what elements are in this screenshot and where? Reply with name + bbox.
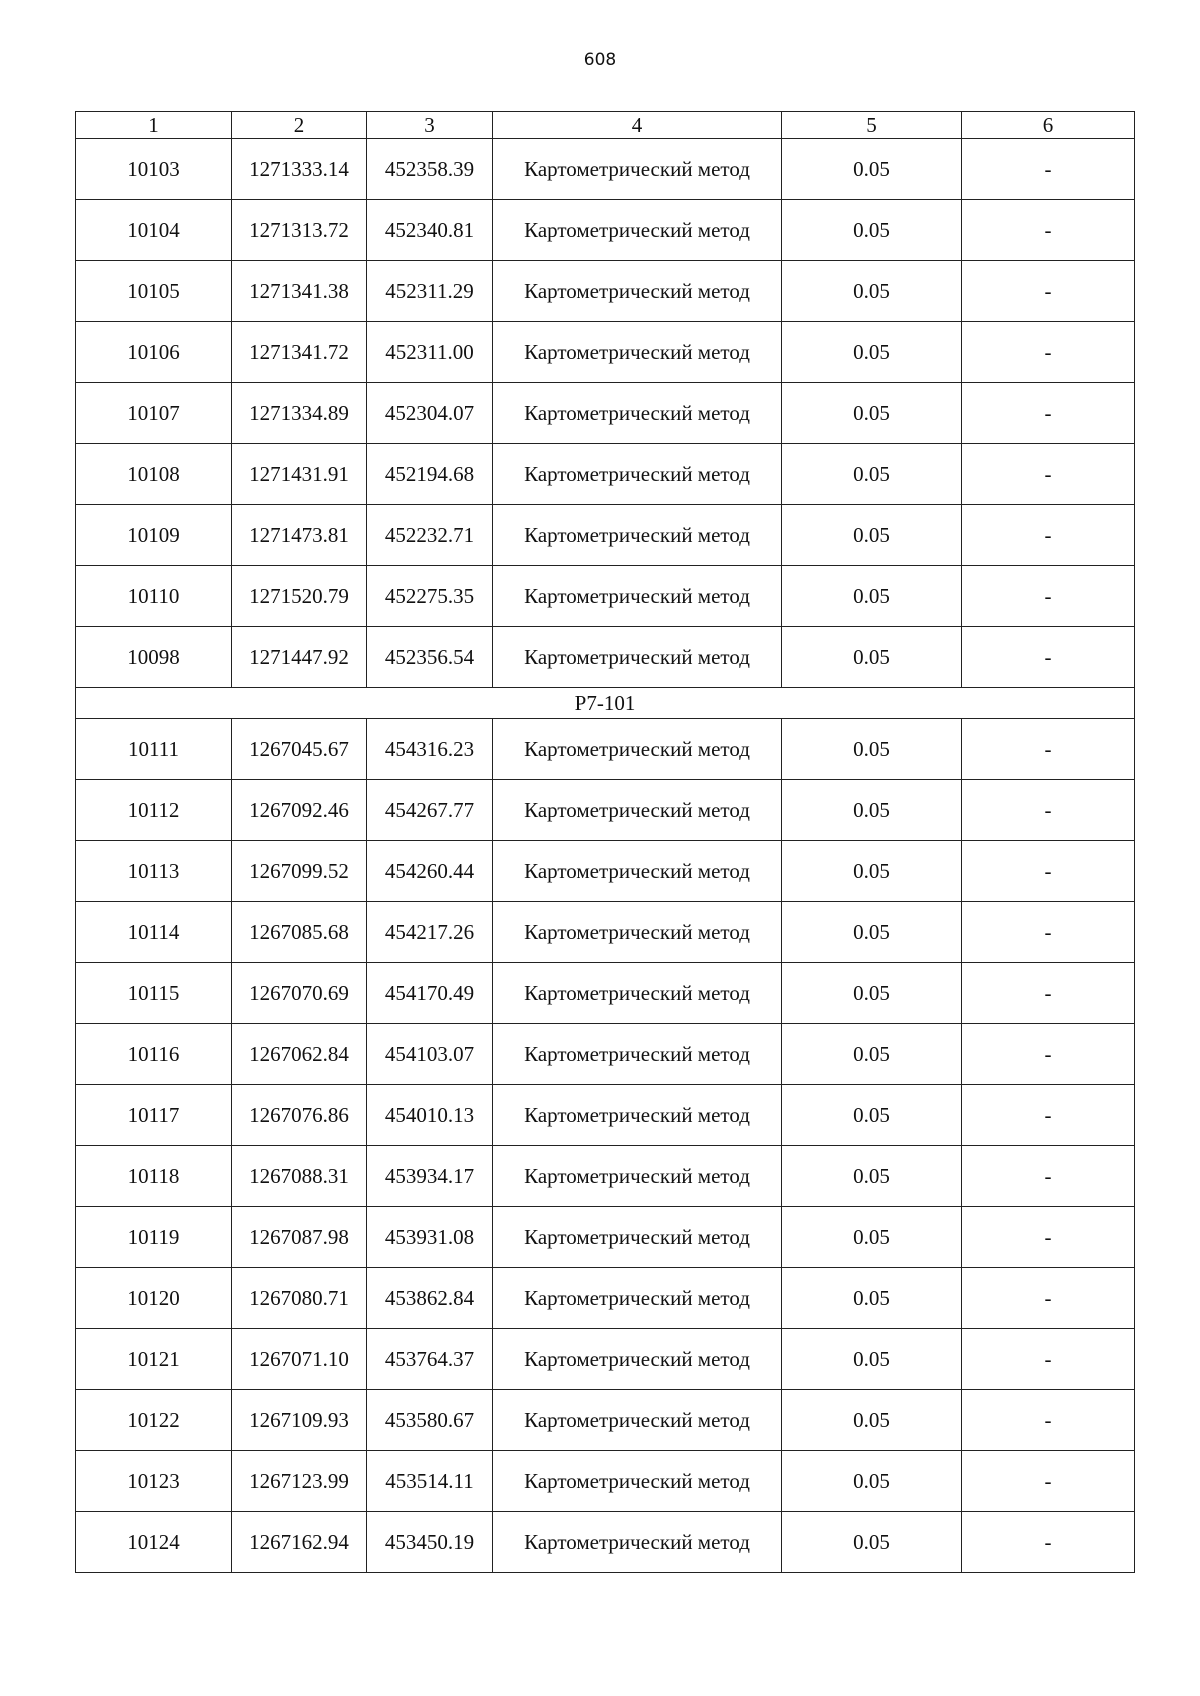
note-cell: - xyxy=(962,627,1135,688)
table-row xyxy=(76,139,1135,200)
y-coordinate-cell: 454217.26 xyxy=(367,902,493,963)
x-coordinate-cell: 1271341.38 xyxy=(232,261,367,322)
point-number-cell: 10117 xyxy=(76,1085,232,1146)
note-cell: - xyxy=(962,566,1135,627)
note-cell: - xyxy=(962,780,1135,841)
y-coordinate-cell: 453934.17 xyxy=(367,1146,493,1207)
method-cell: Картометрический метод xyxy=(493,963,782,1024)
note-cell: - xyxy=(962,963,1135,1024)
section-row xyxy=(76,688,1135,719)
table-row xyxy=(76,902,1135,963)
section-label: Р7-101 xyxy=(76,688,1135,719)
x-coordinate-cell: 1271313.72 xyxy=(232,200,367,261)
method-cell: Картометрический метод xyxy=(493,627,782,688)
point-number-cell: 10118 xyxy=(76,1146,232,1207)
method-cell: Картометрический метод xyxy=(493,1207,782,1268)
note-cell: - xyxy=(962,1085,1135,1146)
x-coordinate-cell: 1267080.71 xyxy=(232,1268,367,1329)
x-coordinate-cell: 1271431.91 xyxy=(232,444,367,505)
method-cell: Картометрический метод xyxy=(493,1268,782,1329)
accuracy-cell: 0.05 xyxy=(782,261,962,322)
table-row xyxy=(76,627,1135,688)
column-header-2: 2 xyxy=(232,112,367,139)
method-cell: Картометрический метод xyxy=(493,566,782,627)
table-row xyxy=(76,1085,1135,1146)
accuracy-cell: 0.05 xyxy=(782,1451,962,1512)
accuracy-cell: 0.05 xyxy=(782,566,962,627)
method-cell: Картометрический метод xyxy=(493,322,782,383)
accuracy-cell: 0.05 xyxy=(782,719,962,780)
y-coordinate-cell: 454103.07 xyxy=(367,1024,493,1085)
note-cell: - xyxy=(962,1268,1135,1329)
point-number-cell: 10121 xyxy=(76,1329,232,1390)
y-coordinate-cell: 454170.49 xyxy=(367,963,493,1024)
column-header-4: 4 xyxy=(493,112,782,139)
table-row xyxy=(76,1512,1135,1573)
point-number-cell: 10115 xyxy=(76,963,232,1024)
table-row xyxy=(76,383,1135,444)
x-coordinate-cell: 1271447.92 xyxy=(232,627,367,688)
y-coordinate-cell: 453450.19 xyxy=(367,1512,493,1573)
point-number-cell: 10114 xyxy=(76,902,232,963)
point-number-cell: 10110 xyxy=(76,566,232,627)
point-number-cell: 10120 xyxy=(76,1268,232,1329)
table-row xyxy=(76,841,1135,902)
method-cell: Картометрический метод xyxy=(493,719,782,780)
method-cell: Картометрический метод xyxy=(493,383,782,444)
accuracy-cell: 0.05 xyxy=(782,1146,962,1207)
y-coordinate-cell: 453931.08 xyxy=(367,1207,493,1268)
point-number-cell: 10103 xyxy=(76,139,232,200)
method-cell: Картометрический метод xyxy=(493,841,782,902)
x-coordinate-cell: 1267070.69 xyxy=(232,963,367,1024)
point-number-cell: 10113 xyxy=(76,841,232,902)
x-coordinate-cell: 1267123.99 xyxy=(232,1451,367,1512)
method-cell: Картометрический метод xyxy=(493,1146,782,1207)
table-row xyxy=(76,719,1135,780)
point-number-cell: 10119 xyxy=(76,1207,232,1268)
method-cell: Картометрический метод xyxy=(493,200,782,261)
accuracy-cell: 0.05 xyxy=(782,1268,962,1329)
x-coordinate-cell: 1271341.72 xyxy=(232,322,367,383)
method-cell: Картометрический метод xyxy=(493,1512,782,1573)
point-number-cell: 10098 xyxy=(76,627,232,688)
accuracy-cell: 0.05 xyxy=(782,1024,962,1085)
table-row xyxy=(76,322,1135,383)
method-cell: Картометрический метод xyxy=(493,1085,782,1146)
point-number-cell: 10112 xyxy=(76,780,232,841)
y-coordinate-cell: 452356.54 xyxy=(367,627,493,688)
point-number-cell: 10107 xyxy=(76,383,232,444)
note-cell: - xyxy=(962,322,1135,383)
table-row xyxy=(76,1207,1135,1268)
table-row xyxy=(76,780,1135,841)
x-coordinate-cell: 1267099.52 xyxy=(232,841,367,902)
accuracy-cell: 0.05 xyxy=(782,1085,962,1146)
x-coordinate-cell: 1267062.84 xyxy=(232,1024,367,1085)
note-cell: - xyxy=(962,261,1135,322)
note-cell: - xyxy=(962,902,1135,963)
y-coordinate-cell: 453764.37 xyxy=(367,1329,493,1390)
note-cell: - xyxy=(962,1390,1135,1451)
accuracy-cell: 0.05 xyxy=(782,139,962,200)
method-cell: Картометрический метод xyxy=(493,261,782,322)
method-cell: Картометрический метод xyxy=(493,1024,782,1085)
point-number-cell: 10109 xyxy=(76,505,232,566)
x-coordinate-cell: 1267085.68 xyxy=(232,902,367,963)
table-row xyxy=(76,1024,1135,1085)
y-coordinate-cell: 452311.00 xyxy=(367,322,493,383)
note-cell: - xyxy=(962,1451,1135,1512)
y-coordinate-cell: 452358.39 xyxy=(367,139,493,200)
x-coordinate-cell: 1267076.86 xyxy=(232,1085,367,1146)
y-coordinate-cell: 454316.23 xyxy=(367,719,493,780)
x-coordinate-cell: 1267045.67 xyxy=(232,719,367,780)
accuracy-cell: 0.05 xyxy=(782,1207,962,1268)
header-row xyxy=(76,112,1135,139)
method-cell: Картометрический метод xyxy=(493,1329,782,1390)
point-number-cell: 10108 xyxy=(76,444,232,505)
point-number-cell: 10105 xyxy=(76,261,232,322)
y-coordinate-cell: 454267.77 xyxy=(367,780,493,841)
point-number-cell: 10123 xyxy=(76,1451,232,1512)
x-coordinate-cell: 1271334.89 xyxy=(232,383,367,444)
y-coordinate-cell: 452232.71 xyxy=(367,505,493,566)
note-cell: - xyxy=(962,841,1135,902)
accuracy-cell: 0.05 xyxy=(782,627,962,688)
note-cell: - xyxy=(962,1329,1135,1390)
table-row xyxy=(76,1451,1135,1512)
note-cell: - xyxy=(962,1024,1135,1085)
table-row xyxy=(76,200,1135,261)
accuracy-cell: 0.05 xyxy=(782,200,962,261)
accuracy-cell: 0.05 xyxy=(782,1512,962,1573)
table-row xyxy=(76,1268,1135,1329)
x-coordinate-cell: 1267162.94 xyxy=(232,1512,367,1573)
column-header-5: 5 xyxy=(782,112,962,139)
y-coordinate-cell: 452311.29 xyxy=(367,261,493,322)
note-cell: - xyxy=(962,444,1135,505)
y-coordinate-cell: 453862.84 xyxy=(367,1268,493,1329)
y-coordinate-cell: 452340.81 xyxy=(367,200,493,261)
y-coordinate-cell: 453514.11 xyxy=(367,1451,493,1512)
method-cell: Картометрический метод xyxy=(493,139,782,200)
x-coordinate-cell: 1267071.10 xyxy=(232,1329,367,1390)
y-coordinate-cell: 452304.07 xyxy=(367,383,493,444)
point-number-cell: 10124 xyxy=(76,1512,232,1573)
note-cell: - xyxy=(962,200,1135,261)
method-cell: Картометрический метод xyxy=(493,444,782,505)
y-coordinate-cell: 453580.67 xyxy=(367,1390,493,1451)
note-cell: - xyxy=(962,1512,1135,1573)
method-cell: Картометрический метод xyxy=(493,505,782,566)
table-row xyxy=(76,261,1135,322)
point-number-cell: 10122 xyxy=(76,1390,232,1451)
table-row xyxy=(76,963,1135,1024)
column-header-3: 3 xyxy=(367,112,493,139)
table-row xyxy=(76,505,1135,566)
note-cell: - xyxy=(962,1207,1135,1268)
accuracy-cell: 0.05 xyxy=(782,963,962,1024)
table-row xyxy=(76,1329,1135,1390)
note-cell: - xyxy=(962,505,1135,566)
method-cell: Картометрический метод xyxy=(493,902,782,963)
accuracy-cell: 0.05 xyxy=(782,322,962,383)
note-cell: - xyxy=(962,1146,1135,1207)
table-row xyxy=(76,566,1135,627)
y-coordinate-cell: 454260.44 xyxy=(367,841,493,902)
x-coordinate-cell: 1267109.93 xyxy=(232,1390,367,1451)
table-row xyxy=(76,444,1135,505)
page-number: 608 xyxy=(583,50,617,70)
y-coordinate-cell: 454010.13 xyxy=(367,1085,493,1146)
x-coordinate-cell: 1271473.81 xyxy=(232,505,367,566)
x-coordinate-cell: 1267087.98 xyxy=(232,1207,367,1268)
y-coordinate-cell: 452194.68 xyxy=(367,444,493,505)
x-coordinate-cell: 1271520.79 xyxy=(232,566,367,627)
accuracy-cell: 0.05 xyxy=(782,780,962,841)
accuracy-cell: 0.05 xyxy=(782,444,962,505)
column-header-1: 1 xyxy=(76,112,232,139)
column-header-6: 6 xyxy=(962,112,1135,139)
coordinates-table xyxy=(75,111,1135,1573)
coordinates-table-body xyxy=(76,112,1135,1573)
note-cell: - xyxy=(962,719,1135,780)
accuracy-cell: 0.05 xyxy=(782,1390,962,1451)
x-coordinate-cell: 1271333.14 xyxy=(232,139,367,200)
y-coordinate-cell: 452275.35 xyxy=(367,566,493,627)
table-row xyxy=(76,1390,1135,1451)
note-cell: - xyxy=(962,383,1135,444)
x-coordinate-cell: 1267088.31 xyxy=(232,1146,367,1207)
accuracy-cell: 0.05 xyxy=(782,841,962,902)
x-coordinate-cell: 1267092.46 xyxy=(232,780,367,841)
method-cell: Картометрический метод xyxy=(493,780,782,841)
point-number-cell: 10111 xyxy=(76,719,232,780)
accuracy-cell: 0.05 xyxy=(782,505,962,566)
note-cell: - xyxy=(962,139,1135,200)
point-number-cell: 10116 xyxy=(76,1024,232,1085)
accuracy-cell: 0.05 xyxy=(782,383,962,444)
accuracy-cell: 0.05 xyxy=(782,1329,962,1390)
accuracy-cell: 0.05 xyxy=(782,902,962,963)
method-cell: Картометрический метод xyxy=(493,1451,782,1512)
point-number-cell: 10106 xyxy=(76,322,232,383)
point-number-cell: 10104 xyxy=(76,200,232,261)
table-row xyxy=(76,1146,1135,1207)
method-cell: Картометрический метод xyxy=(493,1390,782,1451)
